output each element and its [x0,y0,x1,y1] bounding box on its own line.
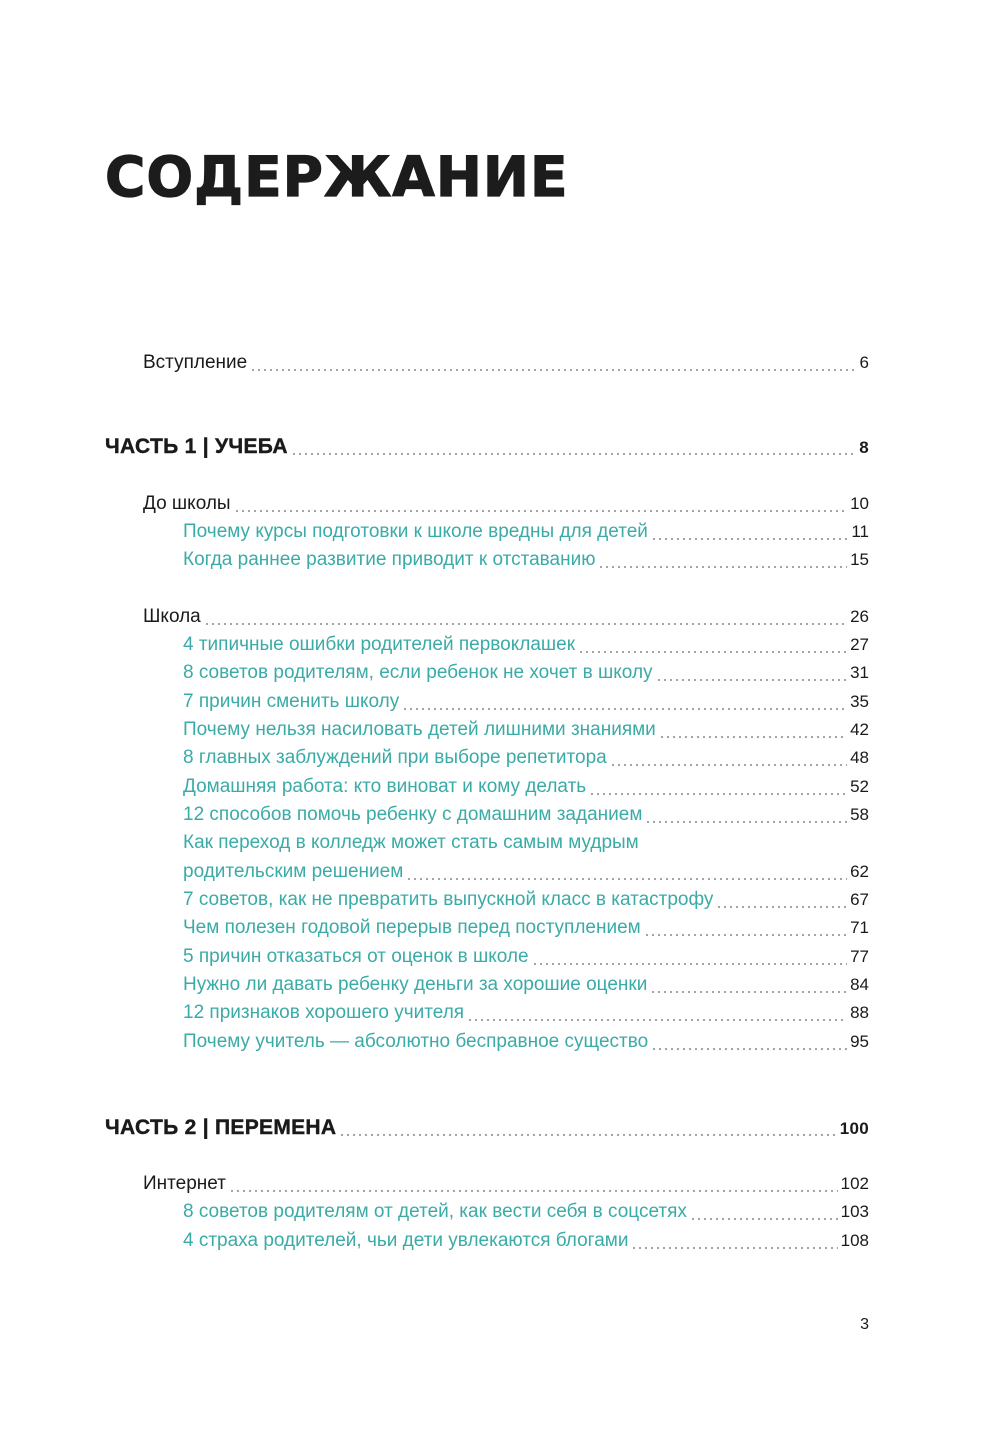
toc-chapter[interactable] [183,688,869,716]
toc-chapter-page: 27 [850,635,869,654]
toc-chapter-page: 52 [850,777,869,796]
toc-chapter-page: 11 [851,522,869,541]
dot-leader [589,793,847,795]
toc-chapter-title: Когда раннее развитие приводит к отставанию [183,549,596,570]
toc-chapter-page: 35 [850,692,869,711]
toc-chapter-page: 84 [850,975,869,994]
toc-chapter-page: 77 [850,947,869,966]
toc-chapter-title: 8 главных заблуждений при выборе репетитора [183,747,607,768]
toc-section-shkola[interactable] [143,603,869,631]
toc-chapter[interactable] [183,744,869,772]
toc-chapter-page: 62 [850,862,869,881]
toc-entry-page: 6 [859,353,869,372]
toc-chapter-title: 12 признаков хорошего учителя [183,1002,465,1023]
dot-leader [651,1048,847,1050]
toc-part-page: 100 [839,1119,869,1138]
toc-section-page: 26 [850,607,869,626]
toc-chapter-page: 48 [850,748,869,767]
toc-chapter[interactable] [183,1028,869,1056]
toc-chapter-title: Домашняя работа: кто виноват и кому делать [183,776,587,797]
toc-chapter-title: Почему учитель — абсолютно бесправное существо [183,1031,649,1052]
toc-chapter[interactable] [183,943,869,971]
toc-chapter-title: 8 советов родителям, если ребенок не хочет в школу [183,662,653,683]
toc-chapter-title: Почему курсы подготовки к школе вредны для детей [183,521,648,542]
toc-chapter[interactable] [183,858,869,886]
toc-chapter[interactable] [183,716,869,744]
dot-leader [250,369,856,371]
toc-section-internet[interactable] [143,1170,869,1198]
toc-chapter-title: Почему нельзя насиловать детей лишними знаниями [183,719,656,740]
dot-leader [631,1247,837,1249]
dot-leader [291,453,856,455]
toc-entry-intro[interactable] [143,349,869,377]
toc-chapter-title: 8 советов родителям от детей, как вести себя в соцсетях [183,1201,687,1222]
toc-part-page: 8 [859,438,869,457]
toc-section-title: Интернет [143,1173,226,1194]
toc-chapter-title: 4 типичные ошибки родителей первоклашек [183,634,576,655]
toc-chapter-page: 58 [850,805,869,824]
dot-leader [656,679,848,681]
toc-section-title: До школы [143,493,231,514]
dot-leader [659,736,847,738]
toc-chapter-title: родительским решением [183,861,404,882]
dot-leader [532,963,847,965]
toc-chapter[interactable] [183,801,869,829]
toc-part-title: ЧАСТЬ 2 | ПЕРЕМЕНА [105,1116,337,1139]
toc-chapter-page: 67 [850,890,869,909]
dot-leader [229,1190,838,1192]
page-number: 3 [860,1316,869,1333]
toc-chapter-title: 12 способов помочь ребенку с домашним заданием [183,804,643,825]
dot-leader [578,651,847,653]
toc-chapter[interactable] [183,1227,869,1255]
toc-chapter[interactable] [183,1198,869,1226]
toc-chapter[interactable] [183,914,869,942]
dot-leader [610,764,847,766]
toc-section-title: Школа [143,606,201,627]
toc-chapter[interactable] [183,631,869,659]
toc-chapter-title: 5 причин отказаться от оценок в школе [183,946,529,967]
toc-section-do-shkoly[interactable] [143,490,869,518]
toc-chapter[interactable] [183,886,869,914]
toc-chapter-page: 31 [850,663,869,682]
toc-part-1[interactable] [105,433,869,461]
toc-chapter[interactable] [183,999,869,1027]
toc-chapter[interactable] [183,773,869,801]
dot-leader [598,566,847,568]
toc-chapter-title: 4 страха родителей, чьи дети увлекаются блогами [183,1230,629,1251]
toc-chapter[interactable] [183,518,869,546]
page-title: СОДЕРЖАНИЕ [105,145,569,209]
toc-chapter[interactable] [183,546,869,574]
dot-leader [644,934,847,936]
toc-chapter-page: 15 [850,550,869,569]
toc-entry-title: Вступление [143,352,248,373]
dot-leader [234,510,847,512]
dot-leader [339,1134,836,1136]
dot-leader [650,991,847,993]
toc-chapter[interactable] [183,971,869,999]
dot-leader [204,623,847,625]
toc-chapter-page: 88 [850,1003,869,1022]
toc-chapter-title: 7 советов, как не превратить выпускной класс в катастрофу [183,889,714,910]
dot-leader [716,906,847,908]
toc-part-2[interactable] [105,1114,869,1142]
toc-chapter-title: Чем полезен годовой перерыв перед поступлением [183,917,641,938]
toc-section-page: 102 [840,1174,869,1193]
dot-leader [645,821,847,823]
dot-leader [402,708,847,710]
toc-section-page: 10 [850,494,869,513]
toc-chapter-page: 103 [840,1202,869,1221]
toc-chapter-page: 95 [850,1032,869,1051]
dot-leader [467,1019,847,1021]
toc-chapter-page: 108 [840,1231,869,1250]
toc-chapter-title-line1[interactable]: Как переход в колледж может стать самым мудрым [183,832,639,853]
dot-leader [690,1218,838,1220]
toc-chapter-title: Нужно ли давать ребенку деньги за хорошие оценки [183,974,648,995]
toc-chapter-page: 71 [850,918,869,937]
dot-leader [651,538,848,540]
toc-chapter-page: 42 [850,720,869,739]
dot-leader [406,878,847,880]
toc-chapter[interactable] [183,659,869,687]
toc-chapter-title: 7 причин сменить школу [183,691,400,712]
toc-part-title: ЧАСТЬ 1 | УЧЕБА [105,435,288,458]
